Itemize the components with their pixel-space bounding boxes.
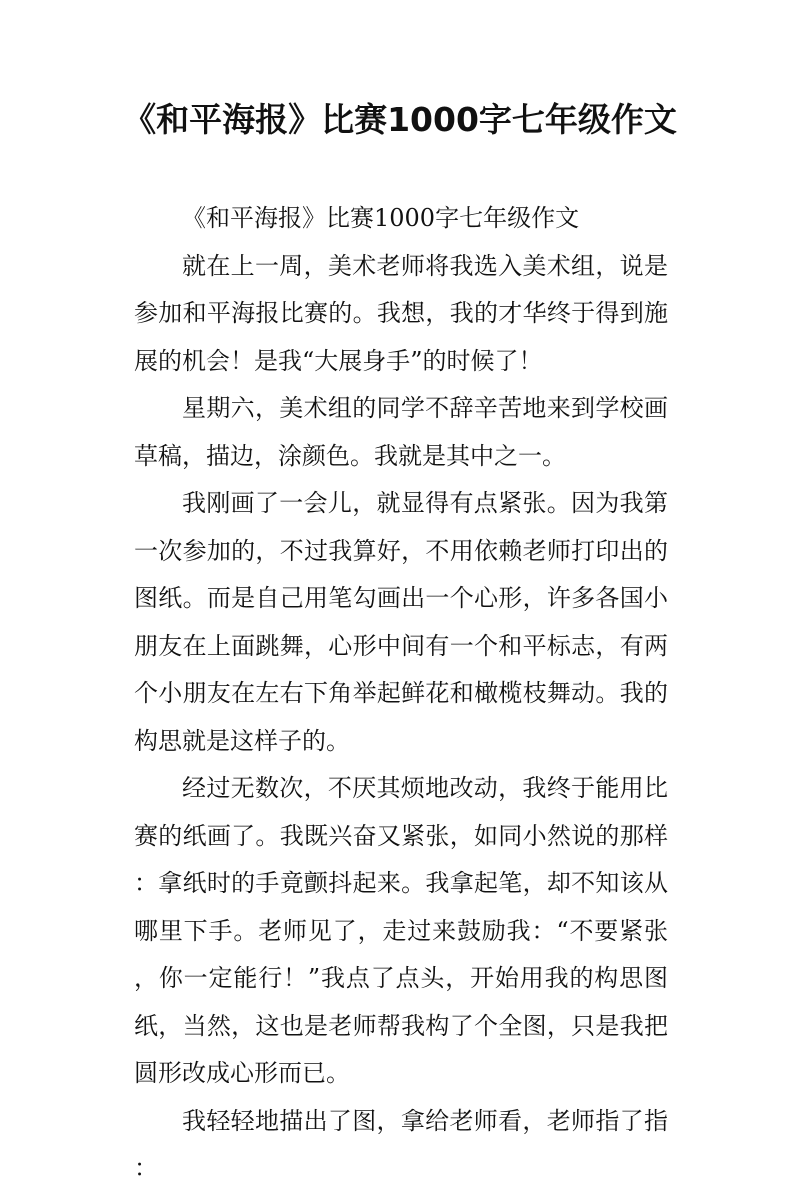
paragraph: 我刚画了一会儿，就显得有点紧张。因为我第一次参加的，不过我算好，不用依赖老师打印出的图纸。而是自己用笔勾画出一个心形，许多各国小朋友在上面跳舞，心形中间有一个和平标志，有两个小朋友在左右下角举起鲜花和橄榄枝舞动。我的构思就是这样子的。	[134, 489, 668, 755]
document-body	[134, 195, 668, 1193]
document-title: 《和平海报》比赛1000字七年级作文	[123, 100, 677, 139]
paragraph: 就在上一周，美术老师将我选入美术组，说是参加和平海报比赛的。我想，我的才华终于得到施展的机会！是我“大展身手”的时候了！	[134, 251, 668, 375]
paragraph: 我轻轻地描出了图，拿给老师看，老师指了指：	[134, 1106, 668, 1182]
paragraph: 经过无数次，不厌其烦地改动，我终于能用比赛的纸画了。我既兴奋又紧张，如同小然说的那样：拿纸时的手竟颤抖起来。我拿起笔，却不知该从哪里下手。老师见了，走过来鼓励我：“不要紧张，你一定能行！”我点了点头，开始用我的构思图纸，当然，这也是老师帮我构了个全图，只是我把圆形改成心形而已。	[134, 774, 668, 1087]
paragraph-subtitle: 《和平海报》比赛1000字七年级作文	[182, 204, 580, 232]
paragraph: 星期六，美术组的同学不辞辛苦地来到学校画草稿，描边，涂颜色。我就是其中之一。	[134, 394, 668, 470]
